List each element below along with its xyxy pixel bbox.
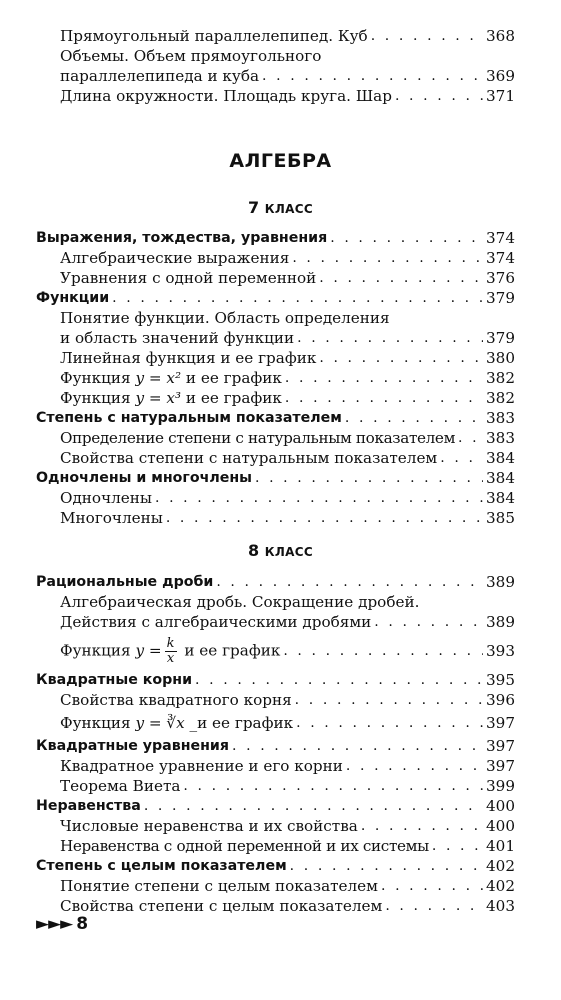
- entry-title: Неравенства с одной переменной и их системы: [60, 837, 429, 855]
- entry-page: 397: [486, 757, 515, 775]
- entry-title: Длина окружности. Площадь круга. Шар: [60, 87, 392, 105]
- toc-entry[interactable]: [36, 876, 515, 896]
- toc-entry[interactable]: [36, 428, 515, 448]
- entry-page: 383: [486, 429, 515, 447]
- entry-page: 385: [486, 509, 515, 527]
- dot-leader: [458, 428, 483, 448]
- formula: y = ∛x: [135, 714, 185, 732]
- dot-leader: [395, 86, 483, 106]
- formula: y = x²: [135, 369, 182, 387]
- entry-page: 379: [486, 289, 515, 307]
- entry-title-line1: Алгебраическая дробь. Сокращение дробей.: [60, 593, 420, 611]
- toc-entry[interactable]: [36, 248, 515, 268]
- toc-entry[interactable]: [36, 448, 515, 468]
- toc-entry[interactable]: [36, 66, 515, 86]
- chapter-title: Рациональные дроби: [36, 574, 214, 590]
- toc-chapter[interactable]: [36, 288, 515, 308]
- entry-page: 403: [486, 897, 515, 915]
- entry-title: Свойства степени с целым показателем: [60, 897, 383, 915]
- dot-leader: [285, 368, 483, 388]
- toc-chapter[interactable]: [36, 856, 515, 876]
- entry-page: 396: [486, 691, 515, 709]
- toc-geometry-tail: [36, 26, 515, 106]
- entry-title: [60, 388, 282, 408]
- entry-title-line1: Понятие функции. Область определения: [60, 309, 390, 327]
- toc-entry[interactable]: [36, 756, 515, 776]
- entry-page: 380: [486, 349, 515, 367]
- entry-page: 382: [486, 369, 515, 387]
- dot-leader: [112, 288, 483, 308]
- entry-title: и область значений функции: [60, 329, 295, 347]
- toc-entry[interactable]: [36, 348, 515, 368]
- entry-suffix: и ее график: [184, 641, 281, 659]
- entry-page: 393: [486, 642, 515, 660]
- entry-title: параллелепипеда и куба: [60, 67, 260, 85]
- entry-page: 382: [486, 389, 515, 407]
- dot-leader: [297, 328, 483, 348]
- entry-prefix: Функция: [60, 714, 131, 732]
- dot-leader: [216, 572, 483, 592]
- entry-page: 383: [486, 409, 515, 427]
- toc-entry[interactable]: [36, 612, 515, 632]
- grade7-heading: [0, 198, 561, 217]
- dot-leader: [330, 228, 483, 248]
- entry-page: 399: [486, 777, 515, 795]
- entry-title: Определение степени с натуральным показателем: [60, 429, 456, 447]
- entry-title: Одночлены: [60, 489, 152, 507]
- entry-title: Свойства квадратного корня: [60, 691, 292, 709]
- page-number: 8: [76, 914, 89, 934]
- entry-page: 369: [486, 67, 515, 85]
- dot-leader: [432, 836, 483, 856]
- toc-grade8: [36, 572, 515, 916]
- dot-leader: [232, 736, 483, 756]
- entry-title: Теорема Виета: [60, 777, 181, 795]
- chapter-title: Выражения, тождества, уравнения: [36, 230, 328, 246]
- grade8-heading: [0, 541, 561, 560]
- entry-title: Алгебраические выражения: [60, 249, 290, 267]
- fraction: [165, 637, 177, 666]
- entry-title: Многочлены: [60, 509, 163, 527]
- toc-chapter[interactable]: [36, 796, 515, 816]
- dot-leader: [283, 641, 483, 661]
- dot-leader: [295, 690, 483, 710]
- entry-page: 400: [486, 817, 515, 835]
- toc-entry[interactable]: [36, 26, 515, 46]
- page-footer: [36, 914, 88, 934]
- entry-page: 374: [486, 229, 515, 247]
- toc-entry[interactable]: [36, 368, 515, 388]
- formula: y =: [135, 641, 162, 659]
- entry-page: 376: [486, 269, 515, 287]
- entry-suffix: _и ее график: [189, 714, 294, 732]
- toc-chapter[interactable]: [36, 228, 515, 248]
- chapter-title: Квадратные уравнения: [36, 738, 229, 754]
- dot-leader: [290, 856, 483, 876]
- entry-prefix: Функция: [60, 641, 131, 659]
- entry-title: Свойства степени с натуральным показателем: [60, 449, 438, 467]
- chapter-title: Степень с целым показателем: [36, 858, 287, 874]
- toc-chapter[interactable]: [36, 670, 515, 690]
- dot-leader: [183, 776, 483, 796]
- toc-entry[interactable]: [36, 836, 515, 856]
- grade-label: КЛАСС: [264, 545, 313, 559]
- toc-entry[interactable]: [36, 710, 515, 736]
- dot-leader: [319, 348, 483, 368]
- entry-title-line1: Объемы. Объем прямоугольного: [60, 47, 322, 65]
- chapter-title: Одночлены и многочлены: [36, 470, 252, 486]
- entry-title: Понятие степени с целым показателем: [60, 877, 378, 895]
- dot-leader: [319, 268, 483, 288]
- arrow-marker-icon: ►►►: [36, 914, 73, 934]
- dot-leader: [195, 670, 483, 690]
- toc-entry[interactable]: [36, 328, 515, 348]
- entry-suffix: и ее график: [185, 369, 282, 387]
- entry-page: 374: [486, 249, 515, 267]
- entry-suffix: и ее график: [185, 389, 282, 407]
- entry-title: [60, 637, 280, 666]
- chapter-title: Степень с натуральным показателем: [36, 410, 342, 426]
- grade-label: КЛАСС: [264, 202, 313, 216]
- entry-page: 371: [486, 87, 515, 105]
- dot-leader: [440, 448, 483, 468]
- entry-title: [60, 368, 282, 388]
- toc-chapter[interactable]: [36, 408, 515, 428]
- toc-chapter[interactable]: [36, 572, 515, 592]
- toc-entry[interactable]: [36, 488, 515, 508]
- toc-entry[interactable]: [36, 896, 515, 916]
- dot-leader: [374, 612, 483, 632]
- entry-page: 401: [486, 837, 515, 855]
- entry-page: 402: [486, 877, 515, 895]
- entry-page: 397: [486, 737, 515, 755]
- dot-leader: [371, 26, 483, 46]
- toc-entry[interactable]: [36, 632, 515, 670]
- toc-entry[interactable]: [36, 690, 515, 710]
- entry-title: Квадратное уравнение и его корни: [60, 757, 343, 775]
- dot-leader: [296, 713, 483, 733]
- entry-page: 384: [486, 449, 515, 467]
- dot-leader: [292, 248, 483, 268]
- entry-page: 395: [486, 671, 515, 689]
- entry-page: 389: [486, 573, 515, 591]
- chapter-title: Функции: [36, 290, 110, 306]
- entry-title: Уравнения с одной переменной: [60, 269, 317, 287]
- chapter-title: Квадратные корни: [36, 672, 193, 688]
- dot-leader: [385, 896, 483, 916]
- dot-leader: [255, 468, 483, 488]
- dot-leader: [346, 756, 483, 776]
- fraction-denominator: x: [166, 650, 175, 666]
- chapter-title: Неравенства: [36, 798, 141, 814]
- entry-page: 379: [486, 329, 515, 347]
- toc-entry[interactable]: [36, 776, 515, 796]
- dot-leader: [144, 796, 483, 816]
- toc-chapter[interactable]: [36, 468, 515, 488]
- entry-page: 397: [486, 714, 515, 732]
- toc-grade7: [36, 228, 515, 528]
- entry-page: 402: [486, 857, 515, 875]
- dot-leader: [285, 388, 483, 408]
- toc-entry[interactable]: [36, 508, 515, 528]
- toc-entry[interactable]: [36, 816, 515, 836]
- dot-leader: [381, 876, 483, 896]
- entry-page: 384: [486, 489, 515, 507]
- section-title: АЛГЕБРА: [229, 150, 332, 172]
- entry-page: 400: [486, 797, 515, 815]
- dot-leader: [262, 66, 483, 86]
- toc-chapter[interactable]: [36, 736, 515, 756]
- entry-page: 368: [486, 27, 515, 45]
- dot-leader: [155, 488, 483, 508]
- toc-entry[interactable]: [36, 268, 515, 288]
- dot-leader: [166, 508, 483, 528]
- entry-title: Действия с алгебраическими дробями: [60, 613, 372, 631]
- toc-entry[interactable]: [36, 86, 515, 106]
- entry-title: Прямоугольный параллелепипед. Куб: [60, 27, 368, 45]
- entry-title: Числовые неравенства и их свойства: [60, 817, 358, 835]
- entry-prefix: Функция: [60, 389, 131, 407]
- dot-leader: [345, 408, 483, 428]
- entry-prefix: Функция: [60, 369, 131, 387]
- dot-leader: [361, 816, 483, 836]
- toc-entry[interactable]: [36, 388, 515, 408]
- grade-number: 7: [248, 198, 260, 217]
- formula: y = x³: [135, 389, 182, 407]
- entry-title: [60, 713, 293, 733]
- fraction-numerator: k: [166, 635, 175, 651]
- entry-page: 389: [486, 613, 515, 631]
- grade-number: 8: [248, 541, 260, 560]
- entry-title: Линейная функция и ее график: [60, 349, 317, 367]
- entry-page: 384: [486, 469, 515, 487]
